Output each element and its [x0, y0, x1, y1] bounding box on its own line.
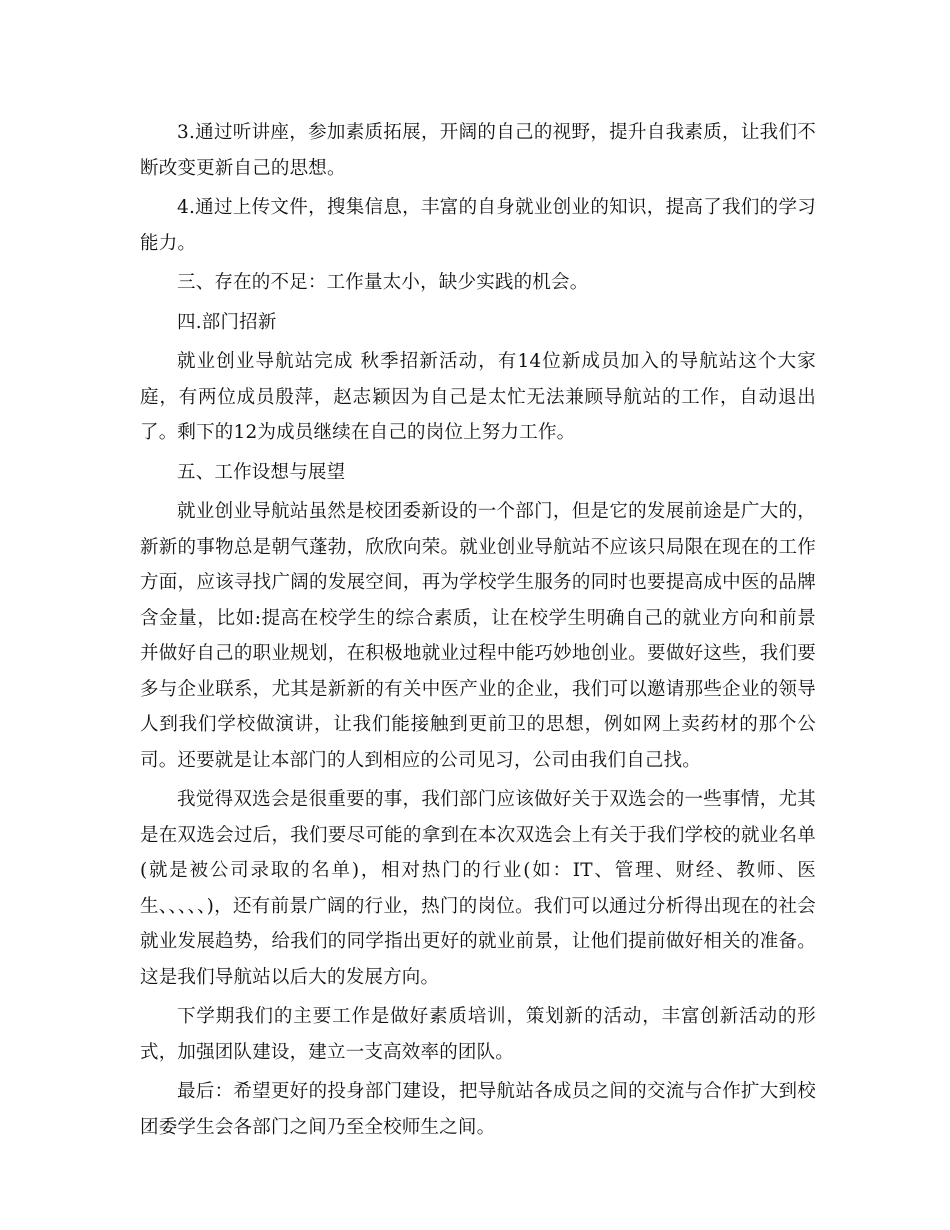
paragraph-item-4: 4.通过上传文件，搜集信息，丰富的自身就业创业的知识，提高了我们的学习能力。	[140, 197, 816, 254]
paragraph-item-3: 3.通过听讲座，参加素质拓展，开阔的自己的视野，提升自我素质，让我们不断改变更新自己的思想。	[140, 122, 816, 179]
paragraph-outlook: 就业创业导航站虽然是校团委新设的一个部门，但是它的发展前途是广大的，新新的事物总是朝气蓬勃，欣欣向荣。就业创业导航站不应该只局限在现在的工作方面，应该寻找广阔的发展空间，再为学校学生服务的同时也要提高成中医的品牌含金量，比如:提高在校学生的综合素质，让在校学生明确自己的就业方向和前景并做好自己的职业规划，在积极地就业过程中能巧妙地创业。要做好这些，我们要多与企业联系，尤其是新新的有关中医产业的企业，我们可以邀请那些企业的领导人到我们学校做演讲，让我们能接触到更前卫的思想，例如网上卖药材的那个公司。还要就是让本部门的人到相应的公司见习，公司由我们自己找。	[140, 501, 816, 771]
document-body	[140, 115, 816, 1149]
section-heading-recruitment: 四.部门招新	[177, 311, 277, 333]
section-heading-shortcomings: 三、存在的不足：工作量太小，缺少实践的机会。	[177, 272, 589, 293]
paragraph-recruitment: 就业创业导航站完成 秋季招新活动，有14位新成员加入的导航站这个大家庭，有两位成员殷萍，赵志颖因为自己是太忙无法兼顾导航站的工作，自动退出了。剩下的12为成员继续在自己的岗位上努力工作。	[140, 351, 816, 443]
section-heading-outlook: 五、工作设想与展望	[177, 461, 346, 483]
paragraph-next-semester: 下学期我们的主要工作是做好素质培训，策划新的活动，丰富创新活动的形式，加强团队建设，建立一支高效率的团队。	[140, 1006, 816, 1063]
paragraph-conclusion: 最后：希望更好的投身部门建设，把导航站各成员之间的交流与合作扩大到校团委学生会各部门之间乃至全校师生之间。	[140, 1081, 816, 1138]
paragraph-job-fair: 我觉得双选会是很重要的事，我们部门应该做好关于双选会的一些事情，尤其是在双选会过后，我们要尽可能的拿到在本次双选会上有关于我们学校的就业名单(就是被公司录取的名单)，相对热门的行业(如：IT、管理、财经、教师、医生、、、、、)，还有前景广阔的行业，热门的岗位。我们可以通过分析得出现在的社会就业发展趋势，给我们的同学指出更好的就业前景，让他们提前做好相关的准备。这是我们导航站以后大的发展方向。	[140, 789, 816, 988]
